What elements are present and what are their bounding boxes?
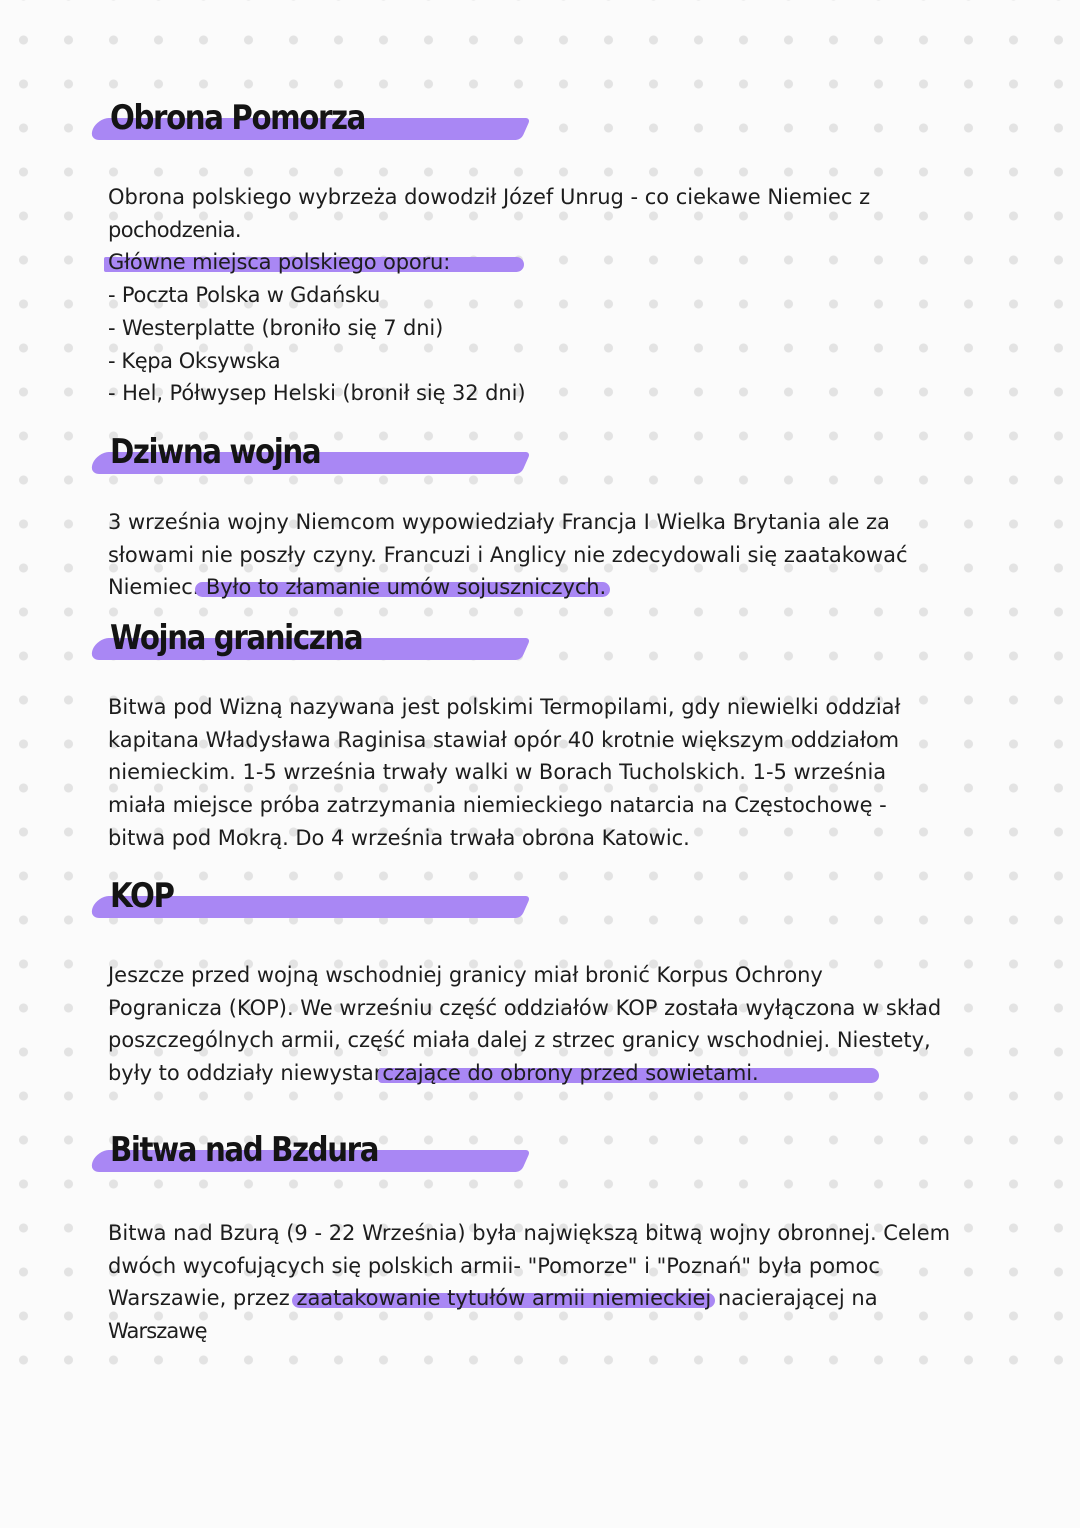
section-body: [108, 1217, 988, 1348]
section-dziwna-wojna: [0, 432, 1080, 600]
highlighted-text: czające do obrony przed sowietami.: [382, 1061, 759, 1086]
text-line: [108, 1282, 988, 1315]
section-heading: [0, 618, 1080, 676]
highlighted-text: Główne miejsca polskiego oporu:: [108, 250, 451, 275]
text-line: pochodzenia.: [108, 217, 242, 242]
text-line: słowami nie poszły czyny. Francuzi i Anglicy nie zdecydowali się zaatakować: [108, 542, 908, 567]
section-body: [108, 959, 988, 1090]
text-line: Jeszcze przed wojną wschodniej granicy miał bronić Korpus Ochrony: [108, 963, 823, 987]
highlighted-text: zaatakowanie tytułów armii niemieckiej: [296, 1286, 712, 1311]
section-title: KOP: [110, 876, 174, 916]
text-line: Pogranicza (KOP). We wrześniu część oddziałów KOP została wyłączona w skład: [108, 995, 942, 1020]
list-item: - Hel, Półwysep Helski (bronił się 32 dni): [108, 381, 526, 406]
list-item: - Westerplatte (broniło się 7 dni): [108, 315, 444, 340]
section-title: Bitwa nad Bzdura: [110, 1130, 379, 1170]
list-item: - Poczta Polska w Gdańsku: [108, 283, 381, 308]
plain-text: Niemiec.: [108, 575, 200, 600]
section-bitwa-nad-bzura: [0, 1130, 1080, 1344]
text-line: [108, 1057, 988, 1090]
section-title: Dziwna wojna: [110, 432, 321, 472]
text-line: niemieckim. 1-5 września trwały walki w Borach Tucholskich. 1-5 września: [108, 760, 887, 785]
text-line: Bitwa pod Wizną nazywana jest polskimi Termopilami, gdy niewielki oddział: [108, 695, 901, 719]
text-line: dwóch wycofujących się polskich armii- "Pomorze" i "Poznań" była pomoc: [108, 1253, 880, 1278]
text-line: bitwa pod Mokrą. Do 4 września trwała obrona Katowic.: [108, 825, 690, 850]
section-body: [108, 506, 988, 604]
section-heading: [0, 432, 1080, 490]
highlighted-line: [108, 246, 988, 279]
section-body: [108, 181, 988, 410]
plain-text: nacierającej na: [711, 1286, 878, 1311]
plain-text: były to oddziały niewystar: [108, 1061, 383, 1086]
section-body: [108, 691, 988, 855]
text-line: kapitana Władysława Raginisa stawiał opór 40 krotnie większym oddziałom: [108, 727, 900, 752]
section-wojna-graniczna: [0, 618, 1080, 850]
section-heading: [0, 876, 1080, 934]
text-line: miała miejsce próba zatrzymania niemieckiego natarcia na Częstochowę -: [108, 793, 887, 818]
section-kop: [0, 876, 1080, 1086]
text-line: [108, 571, 988, 604]
text-line: Bitwa nad Bzurą (9 - 22 Września) była największą bitwą wojny obronnej. Celem: [108, 1221, 951, 1245]
text-line: Obrona polskiego wybrzeża dowodził Józef Unrug - co ciekawe Niemiec z: [108, 185, 871, 209]
text-line: Warszawę: [108, 1319, 207, 1344]
section-obrona-pomorza: [0, 98, 1080, 406]
plain-text: Warszawie, przez: [108, 1286, 297, 1311]
page-bottom-margin: [0, 1380, 1080, 1528]
section-heading: [0, 1130, 1080, 1188]
list-item: - Kępa Oksywska: [108, 348, 281, 373]
highlighted-text: Było to złamanie umów sojuszniczych.: [199, 575, 607, 600]
text-line: 3 września wojny Niemcom wypowiedziały Francja I Wielka Brytania ale za: [108, 510, 890, 534]
section-title: Wojna graniczna: [110, 618, 363, 658]
section-heading: [0, 98, 1080, 156]
text-line: poszczególnych armii, część miała dalej z strzec granicy wschodniej. Niestety,: [108, 1028, 931, 1053]
section-title: Obrona Pomorza: [110, 98, 366, 138]
